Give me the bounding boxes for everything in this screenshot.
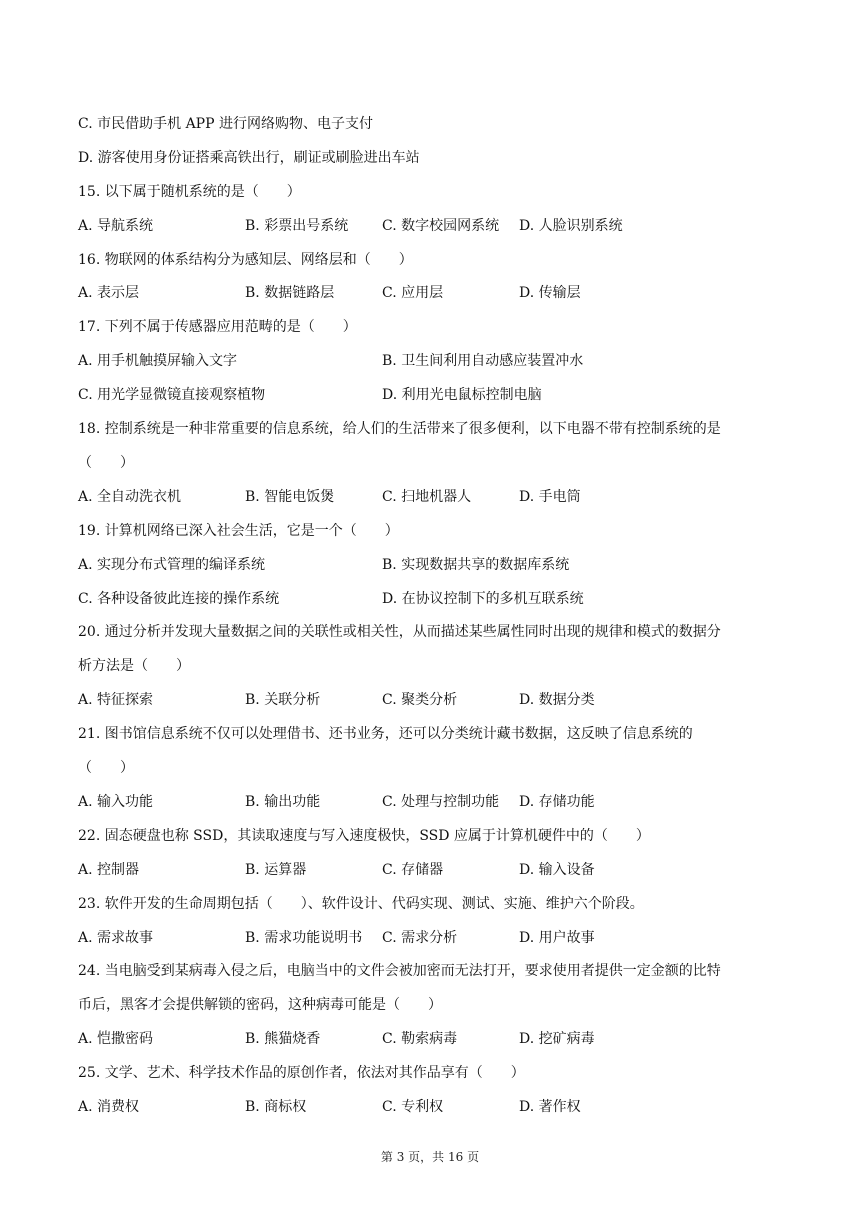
answer-option-d: D. 输入设备 xyxy=(519,861,595,878)
answer-option-a: A. 恺撒密码 xyxy=(78,1031,154,1048)
answer-option-c: C. 专利权 xyxy=(382,1099,444,1116)
answer-option-b: B. 卫生间利用自动感应装置冲水 xyxy=(382,353,584,370)
question-stem-continuation: 析方法是（ ） xyxy=(78,658,190,675)
options-row xyxy=(78,684,778,718)
options-row xyxy=(78,854,778,888)
question-block xyxy=(78,1057,778,1125)
options-row xyxy=(78,1091,778,1125)
answer-option-c: C. 处理与控制功能 xyxy=(382,793,500,810)
answer-option-c: C. 用光学显微镜直接观察植物 xyxy=(78,387,266,404)
answer-option-c: C. 聚类分析 xyxy=(382,692,458,709)
options-row xyxy=(78,922,778,956)
answer-option-b: B. 需求功能说明书 xyxy=(245,929,363,946)
question-block xyxy=(78,718,778,820)
answer-option-c: C. 存储器 xyxy=(382,861,444,878)
page-number-footer: 第 3 页，共 16 页 xyxy=(380,1150,480,1164)
answer-option-d: D. 数据分类 xyxy=(519,692,595,709)
question-block xyxy=(78,176,778,244)
answer-option-c: C. 数字校园网系统 xyxy=(382,217,500,234)
answer-option-b: B. 彩票出号系统 xyxy=(245,217,349,234)
options-row xyxy=(78,210,778,244)
answer-option-a: A. 全自动洗衣机 xyxy=(78,488,182,505)
answer-option-d: D. 存储功能 xyxy=(519,793,595,810)
answer-option-b: B. 智能电饭煲 xyxy=(245,488,335,505)
question-stem: 25. 文学、艺术、科学技术作品的原创作者，依法对其作品享有（ ） xyxy=(78,1065,525,1082)
answer-option-a: A. 实现分布式管理的编译系统 xyxy=(78,556,266,573)
question-stem: 24. 当电脑受到某病毒入侵之后，电脑当中的文件会被加密而无法打开，要求使用者提供一定金额的比特 xyxy=(78,963,721,980)
question-list xyxy=(78,108,778,1125)
answer-option-c: C. 应用层 xyxy=(382,285,444,302)
options-row xyxy=(78,786,778,820)
question-block xyxy=(78,413,778,515)
question-stem: 16. 物联网的体系结构分为感知层、网络层和（ ） xyxy=(78,251,413,268)
carryover-option-d: D. 游客使用身份证搭乘高铁出行，刷证或刷脸进出车站 xyxy=(78,149,420,166)
question-stem-continuation: （ ） xyxy=(78,760,134,777)
answer-option-d: D. 利用光电鼠标控制电脑 xyxy=(382,387,542,404)
question-stem: 19. 计算机网络已深入社会生活，它是一个（ ） xyxy=(78,522,399,539)
question-block xyxy=(78,244,778,312)
answer-option-d: D. 用户故事 xyxy=(519,929,595,946)
question-block xyxy=(78,515,778,617)
question-block xyxy=(78,820,778,888)
question-block xyxy=(78,955,778,1057)
question-block xyxy=(78,311,778,413)
answer-option-a: A. 特征探索 xyxy=(78,692,154,709)
answer-option-d: D. 人脸识别系统 xyxy=(519,217,623,234)
answer-option-c: C. 勒索病毒 xyxy=(382,1031,458,1048)
question-stem: 20. 通过分析并发现大量数据之间的关联性或相关性，从而描述某些属性同时出现的规律和模式的数据分 xyxy=(78,624,721,641)
answer-option-b: B. 关联分析 xyxy=(245,692,321,709)
answer-option-c: C. 需求分析 xyxy=(382,929,458,946)
answer-option-a: A. 用手机触摸屏输入文字 xyxy=(78,353,238,370)
answer-option-b: B. 运算器 xyxy=(245,861,307,878)
answer-option-a: A. 消费权 xyxy=(78,1099,140,1116)
answer-option-d: D. 著作权 xyxy=(519,1099,581,1116)
answer-option-d: D. 挖矿病毒 xyxy=(519,1031,595,1048)
options-row xyxy=(78,481,778,515)
answer-option-d: D. 在协议控制下的多机互联系统 xyxy=(382,590,584,607)
answer-option-b: B. 数据链路层 xyxy=(245,285,335,302)
question-stem: 23. 软件开发的生命周期包括（ ）、软件设计、代码实现、测试、实施、维护六个阶段。 xyxy=(78,895,644,912)
options-row xyxy=(78,379,778,413)
question-stem: 21. 图书馆信息系统不仅可以处理借书、还书业务，还可以分类统计藏书数据，这反映了信息系统的 xyxy=(78,726,693,743)
question-block xyxy=(78,616,778,718)
question-stem: 17. 下列不属于传感器应用范畴的是（ ） xyxy=(78,319,357,336)
answer-option-d: D. 传输层 xyxy=(519,285,581,302)
options-row xyxy=(78,1023,778,1057)
answer-option-a: A. 输入功能 xyxy=(78,793,154,810)
answer-option-a: A. 表示层 xyxy=(78,285,140,302)
carryover-option-c: C. 市民借助手机 APP 进行网络购物、电子支付 xyxy=(78,116,373,132)
options-row xyxy=(78,549,778,583)
question-stem: 18. 控制系统是一种非常重要的信息系统，给人们的生活带来了很多便利，以下电器不带有控制系统的是 xyxy=(78,421,721,438)
options-row xyxy=(78,583,778,617)
question-block xyxy=(78,888,778,956)
answer-option-a: A. 需求故事 xyxy=(78,929,154,946)
question-stem-continuation: （ ） xyxy=(78,454,134,471)
options-row xyxy=(78,345,778,379)
answer-option-b: B. 商标权 xyxy=(245,1099,307,1116)
answer-option-a: A. 导航系统 xyxy=(78,217,154,234)
answer-option-b: B. 输出功能 xyxy=(245,793,321,810)
answer-option-b: B. 熊猫烧香 xyxy=(245,1031,321,1048)
answer-option-c: C. 扫地机器人 xyxy=(382,488,472,505)
options-row xyxy=(78,277,778,311)
answer-option-b: B. 实现数据共享的数据库系统 xyxy=(382,556,570,573)
answer-option-a: A. 控制器 xyxy=(78,861,140,878)
question-stem: 15. 以下属于随机系统的是（ ） xyxy=(78,183,301,200)
question-stem-continuation: 币后，黑客才会提供解锁的密码，这种病毒可能是（ ） xyxy=(78,997,442,1014)
answer-option-d: D. 手电筒 xyxy=(519,488,581,505)
answer-option-c: C. 各种设备彼此连接的操作系统 xyxy=(78,590,280,607)
question-stem: 22. 固态硬盘也称 SSD，其读取速度与写入速度极快，SSD 应属于计算机硬件中的（ ） xyxy=(78,827,650,844)
